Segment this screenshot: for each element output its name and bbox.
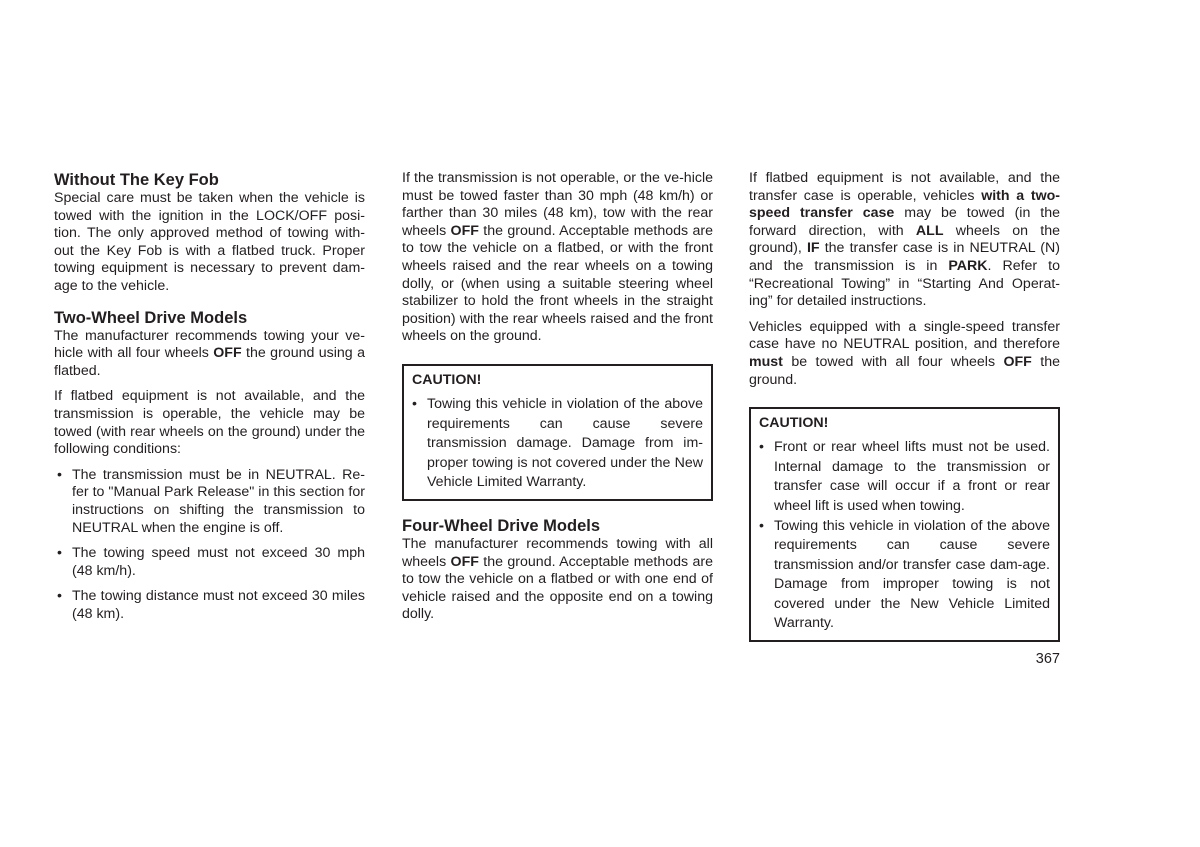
list-item: • The towing distance must not exceed 30 miles (48 km). — [54, 588, 365, 623]
conditions-list — [54, 467, 365, 624]
paragraph-flatbed-conditions: If flatbed equipment is not available, and the transmission is operable, the vehicle may be towed (with rear wheels on the ground) under the following conditions: — [54, 388, 365, 458]
caution-title: CAUTION! — [412, 371, 482, 388]
list-item: • The towing speed must not exceed 30 mph (48 km/h). — [54, 545, 365, 580]
right-column — [749, 170, 1060, 658]
middle-column — [402, 170, 713, 632]
section-heading-without-key-fob: Without The Key Fob — [54, 171, 219, 189]
caution-list — [412, 395, 703, 493]
paragraph-single-speed-transfer-case: Vehicles equipped with a single-speed transfer case have no NEUTRAL position, and therefore must be towed with all four wheels OFF the ground. — [749, 318, 1060, 388]
caution-box — [749, 407, 1060, 642]
caution-list — [759, 438, 1050, 634]
list-item: • The transmission must be in NEUTRAL. Re-fer to "Manual Park Release" in this section for instructions on shifting the transmission to NEUTRAL when the engine is off. — [54, 467, 365, 537]
caution-box — [402, 364, 713, 501]
section-heading-four-wheel-drive: Four-Wheel Drive Models — [402, 516, 601, 535]
paragraph-four-wheel-recommend: The manufacturer recommends towing with all wheels OFF the ground. Acceptable methods are to tow the vehicle on a flatbed or with one end of vehicle raised and the opposite end on a towing dolly. — [402, 535, 713, 623]
paragraph-transmission-not-operable: If the transmission is not operable, or the ve-hicle must be towed faster than 30 mph (48 km/h) or farther than 30 miles (48 km), tow with the rear wheels OFF the ground. Acceptable methods are to tow the vehicle on a flatbed, or with the front wheels raised and the rear wheels on a towing dolly, or (when using a suitable steering wheel stabilizer to hold the front wheels in the straight position) with the rear wheels raised and the front wheels on the ground. — [402, 170, 713, 345]
left-column — [54, 170, 365, 631]
caution-item: • Towing this vehicle in violation of the above requirements can cause severe transmission and/or transfer case dam-age. Damage from improper towing is not covered under the New Vehicle Limited Warranty. — [759, 517, 1050, 635]
paragraph-two-wheel-recommend: The manufacturer recommends towing your ve-hicle with all four wheels OFF the ground using a flatbed. — [54, 327, 365, 379]
paragraph-key-fob: Special care must be taken when the vehicle is towed with the ignition in the LOCK/OFF posi-tion. The only approved method of towing with-out the Key Fob is with a flatbed truck. Proper towing equipment is necessary to prevent dam-age to the vehicle. — [54, 190, 365, 294]
caution-title: CAUTION! — [759, 415, 829, 432]
page-number: 367 — [1035, 651, 1060, 667]
caution-item: • Towing this vehicle in violation of the above requirements can cause severe transmission damage. Damage from im-proper towing is not covered under the New Vehicle Limited Warranty. — [412, 395, 703, 493]
section-heading-two-wheel-drive: Two-Wheel Drive Models — [54, 308, 248, 327]
paragraph-two-speed-transfer-case: If flatbed equipment is not available, and the transfer case is operable, vehicles with a two-speed transfer case may be towed (in the forward direction, with ALL wheels on the ground), IF the transfer case is in NEUTRAL (N) and the transmission is in PARK. Refer to “Recreational Towing” in “Starting And Operat-ing” for detailed instructions. — [749, 170, 1061, 310]
caution-item: • Front or rear wheel lifts must not be used. Internal damage to the transmission or transfer case will occur if a front or rear wheel lift is used when towing. — [759, 438, 1050, 516]
